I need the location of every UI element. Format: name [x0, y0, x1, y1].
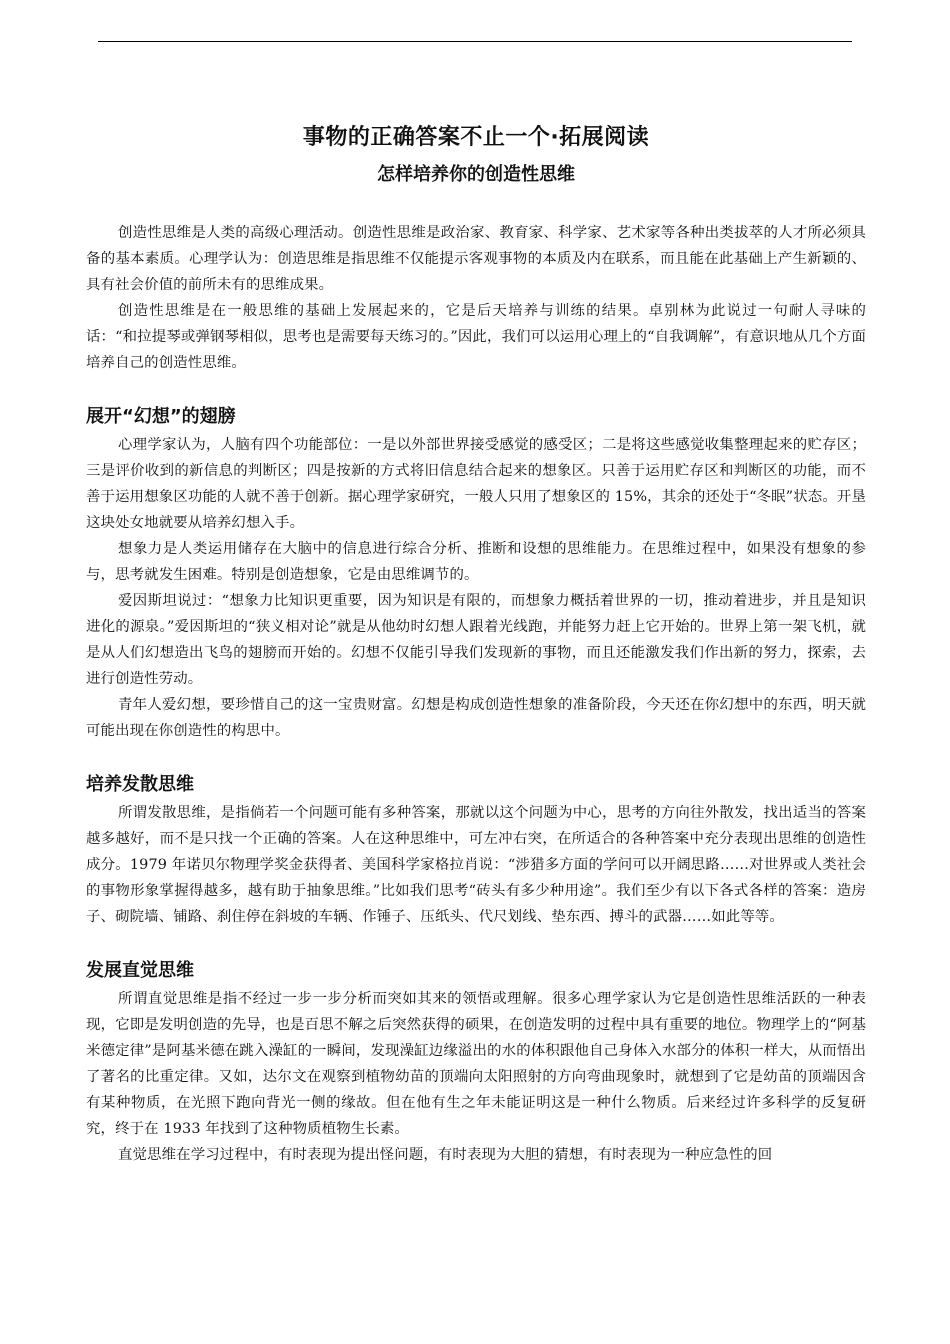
section-heading-divergent: 培养发散思维 [86, 774, 194, 795]
header-rule [98, 41, 852, 42]
section-heading-intuition: 发展直觉思维 [86, 960, 194, 981]
section-paragraph: 青年人爱幻想，要珍惜自己的这一宝贵财富。幻想是构成创造性想象的准备阶段，今天还在你幻想中的东西，明天就可能出现在你创造性的构思中。 [86, 697, 866, 739]
section-paragraph: 想象力是人类运用储存在大脑中的信息进行综合分析、推断和设想的思维能力。在思维过程中，如果没有想象的参与，思考就发生困难。特别是创造想象，它是由思维调节的。 [86, 541, 866, 583]
section-paragraph: 爱因斯坦说过：“想象力比知识更重要，因为知识是有限的，而想象力概括着世界的一切，推动着进步，并且是知识进化的源泉。”爱因斯坦的“狭义相对论”就是从他幼时幻想人跟着光线跑，并能努力赶上它开始的。世界上第一架飞机，就是从人们幻想造出飞鸟的翅膀而开始的。幻想不仅能引导我们发现新的事物，而且还能激发我们作出新的努力，探索，去进行创造性劳动。 [86, 593, 866, 687]
document-title: 事物的正确答案不止一个·拓展阅读 [302, 125, 650, 150]
section-paragraph: 所谓直觉思维是指不经过一步一步分析而突如其来的领悟或理解。很多心理学家认为它是创造性思维活跃的一种表现，它即是发明创造的先导，也是百思不解之后突然获得的硕果，在创造发明的过程中具有重要的地位。物理学上的“阿基米德定律”是阿基米德在跳入澡缸的一瞬间，发现澡缸边缘溢出的水的体积跟他自己身体入水部分的体积一样大，从而悟出了著名的比重定律。又如，达尔文在观察到植物幼苗的顶端向太阳照射的方向弯曲现象时，就想到了它是幼苗的顶端因含有某种物质，在光照下跑向背光一侧的缘故。但在他有生之年未能证明这是一种什么物质。后来经过许多科学的反复研究，终于在 1933 年找到了这种物质植物生长素。 [86, 991, 866, 1137]
intro-paragraph: 创造性思维是在一般思维的基础上发展起来的，它是后天培养与训练的结果。卓别林为此说过一句耐人寻味的话：“和拉提琴或弹钢琴相似，思考也是需要每天练习的。”因此，我们可以运用心理上的“自我调解”，有意识地从几个方面培养自己的创造性思维。 [86, 303, 866, 371]
section-heading-fantasy: 展开“幻想”的翅膀 [86, 406, 236, 427]
section-paragraph: 直觉思维在学习过程中，有时表现为提出怪问题，有时表现为大胆的猜想，有时表现为一种应急性的回 [118, 1147, 773, 1163]
section-paragraph: 心理学家认为，人脑有四个功能部位：一是以外部世界接受感觉的感受区；二是将这些感觉收集整理起来的贮存区；三是评价收到的新信息的判断区；四是按新的方式将旧信息结合起来的想象区。只善于运用贮存区和判断区的功能，而不善于运用想象区功能的人就不善于创新。据心理学家研究，一般人只用了想象区的 15%，其余的还处于“冬眠”状态。开垦这块处女地就要从培养幻想入手。 [86, 437, 866, 531]
section-paragraph: 所谓发散思维，是指倘若一个问题可能有多种答案，那就以这个问题为中心，思考的方向往外散发，找出适当的答案越多越好，而不是只找一个正确的答案。人在这种思维中，可左冲右突，在所适合的各种答案中充分表现出思维的创造性成分。1979 年诺贝尔物理学奖金获得者、美国科学家格拉肖说：“涉猎多方面的学问可以开阔思路……对世界或人类社会的事物形象掌握得越多，越有助于抽象思维。”比如我们思考“砖头有多少种用途”。我们至少有以下各式各样的答案：造房子、砌院墙、铺路、刹住停在斜坡的车辆、作锤子、压纸头、代尺划线、垫东西、搏斗的武器……如此等等。 [86, 805, 866, 925]
document-subtitle: 怎样培养你的创造性思维 [377, 164, 575, 185]
document-body [86, 118, 866, 1168]
intro-paragraph: 创造性思维是人类的高级心理活动。创造性思维是政治家、教育家、科学家、艺术家等各种出类拔萃的人才所必须具备的基本素质。心理学认为：创造思维是指思维不仅能提示客观事物的本质及内在联系，而且能在此基础上产生新颖的、具有社会价值的前所未有的思维成果。 [86, 225, 866, 293]
